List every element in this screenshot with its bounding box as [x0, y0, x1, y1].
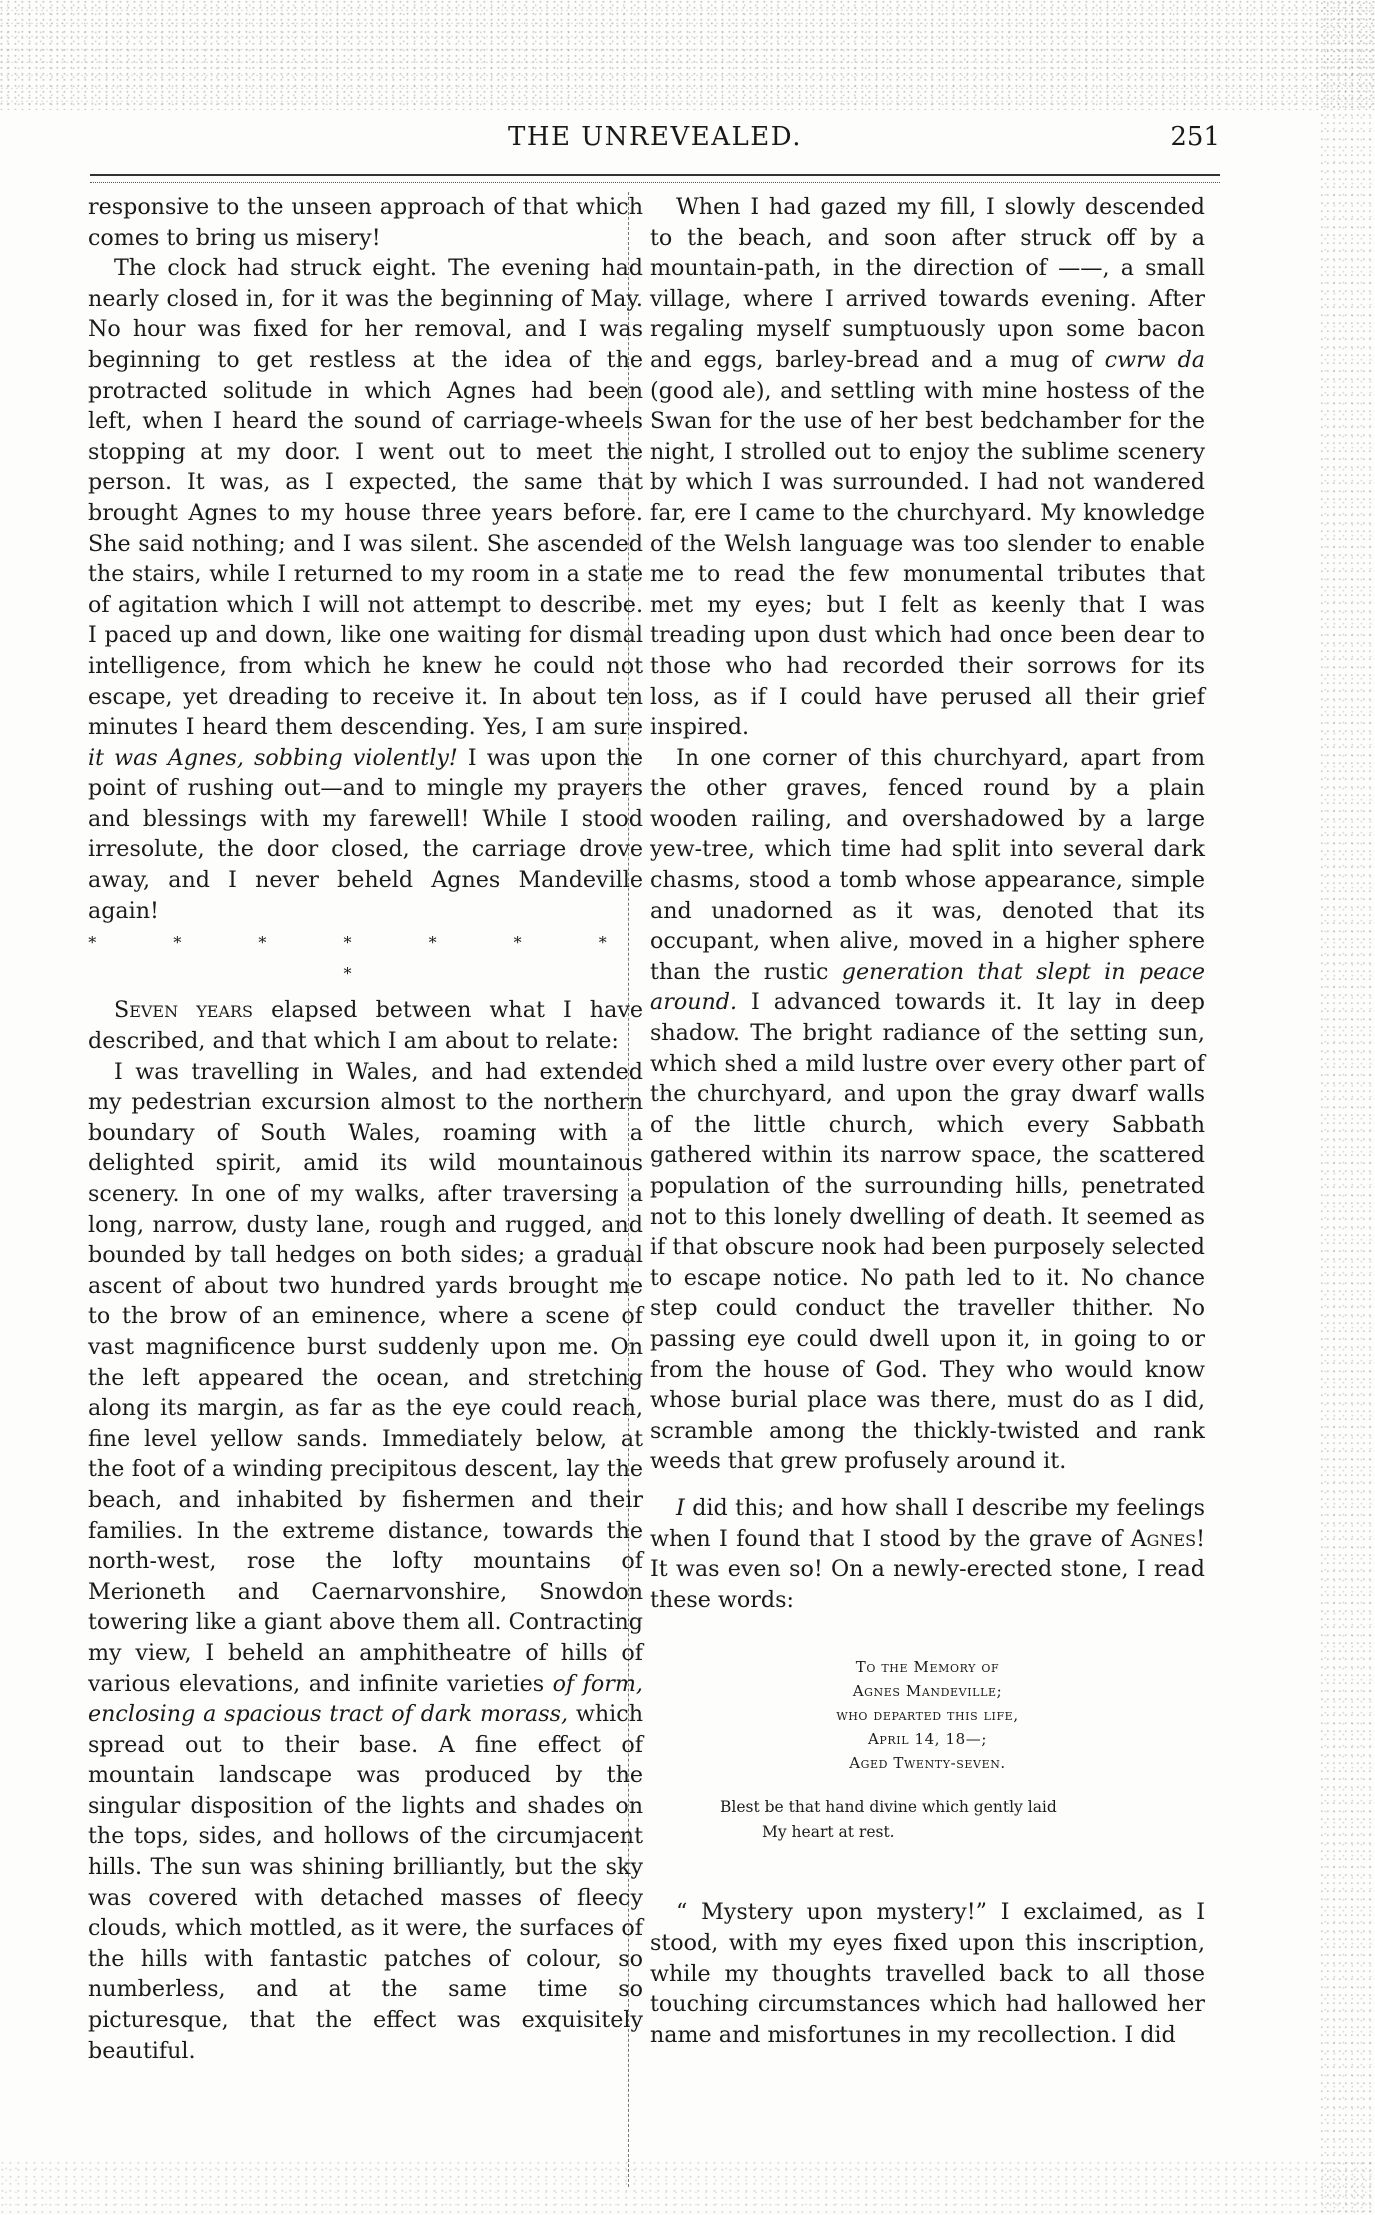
paragraph	[650, 192, 1205, 743]
paragraph-text: I advanced towards it. It lay in deep shadow. The bright radiance of the setting sun, which shed a mild lustre over every other part of the churchyard, and upon the gray dwarf walls of the little church, which every Sabbath gathered within its narrow space, the scattered population of the surrounding hills, penetrated not to this lonely dwelling of death. It seemed as if that obscure nook had been purposely selected to escape notice. No path led to it. No chance step could conduct the traveller thither. No passing eye could dwell upon it, in going to or from the house of God. They who would know whose burial place was there, must do as I did, scramble among the thickly-twisted and rank weeds that grew profusely around it.	[650, 989, 1205, 1475]
paragraph	[88, 1057, 643, 2067]
paragraph-text: I was travelling in Wales, and had extended my pedestrian excursion almost to the northern boundary of South Wales, roaming with a delighted spirit, amid its wild mountainous scenery. In one of my walks, after traversing a long, narrow, dusty lane, rough and rugged, and bounded by tall hedges on both sides; a gradual ascent of about two hundred yards brought me to the brow of an eminence, where a scene of vast magnificence burst suddenly upon me. On the left appeared the ocean, and stretching along its margin, as far as the eye could reach, fine level yellow sands. Immediately below, at the foot of a winding precipitous descent, lay the beach, and inhabited by fishermen and their families. In the extreme distance, towards the north-west, rose the lofty mountains of Merioneth and Caernarvonshire, Snowdon towering like a giant above them all. Contracting my view, I beheld an amphitheatre of hills of various elevations, and infinite varieties	[88, 1058, 643, 1697]
paragraph-text: elapsed between what I have described, and that which I am about to relate:	[88, 997, 643, 1055]
paragraph-text: I was upon the point of rushing out—and to mingle my prayers and blessings with my farewell! While I stood irresolute, the door closed, the carriage drove away, and I never beheld Agnes Mandeville again!	[88, 744, 643, 924]
paragraph	[88, 995, 643, 1056]
paragraph	[650, 1493, 1205, 1615]
italic-text: generation that slept in peace around.	[650, 958, 1205, 1016]
paragraph: responsive to the unseen approach of that which comes to bring us misery!	[88, 194, 643, 251]
epitaph-line: who departed this life,	[836, 1706, 1019, 1725]
page-header	[90, 118, 1220, 158]
epitaph-inscription	[650, 1655, 1205, 1775]
verse-line: Blest be that hand divine which gently laid	[720, 1798, 1057, 1817]
paragraph-text: In one corner of this churchyard, apart from the other graves, fenced round by a plain wooden railing, and overshadowed by a large yew-tree, which time had split into several dark chasms, stood a tomb whose appearance, simple and unadorned as it was, denoted that its occupant, when alive, moved in a higher sphere than the rustic	[650, 744, 1205, 985]
scan-noise-right	[1320, 0, 1375, 2215]
italic-text: of form, enclosing a spacious tract of dark morass,	[88, 1670, 643, 1728]
paragraph	[88, 253, 643, 926]
paragraph-text: which spread out to their base. A fine effect of mountain landscape was produced by the singular disposition of the lights and shades on the tops, sides, and hollows of the circumjacent hills. The sun was shining brilliantly, but the sky was covered with detached masses of fleecy clouds, which mottled, as it were, the surfaces of the hills with fantastic patches of colour, so numberless, and at the same time so picturesque, that the effect was exquisitely beautiful.	[88, 1701, 643, 2064]
paragraph: “ Mystery upon mystery!” I exclaimed, as I stood, with my eyes fixed upon this inscription, while my thoughts travelled back to all those touching circumstances which had hallowed her name and misfortunes in my recollection. I did	[650, 1899, 1205, 2048]
epitaph-line: Aged Twenty-seven.	[849, 1754, 1006, 1773]
left-column	[88, 192, 643, 2066]
epitaph-verse	[720, 1795, 1205, 1845]
header-rule	[90, 174, 1220, 183]
right-column	[650, 192, 1205, 2050]
page-number: 251	[1170, 122, 1220, 152]
scan-noise-top	[0, 0, 1375, 110]
scan-noise-bottom	[0, 2160, 1375, 2215]
paragraph-text: (good ale), and settling with mine hostess of the Swan for the use of her best bedchamber for the night, I strolled out to enjoy the sublime scenery by which I was surrounded. I had not wandered far, ere I came to the churchyard. My knowledge of the Welsh language was too slender to enable me to read the few monumental tributes that met my eyes; but I felt as keenly that I was treading upon dust which had once been dear to those who had recorded their sorrows for its loss, as if I could have perused all their grief inspired.	[650, 377, 1205, 741]
section-break-stars: * * * * * * * *	[88, 933, 643, 983]
paragraph	[650, 743, 1205, 1477]
epitaph-line: Agnes Mandeville;	[852, 1682, 1003, 1701]
paragraph-text: When I had gazed my fill, I slowly descended to the beach, and soon after struck off by a mountain-path, in the direction of ——, a small village, where I arrived towards evening. After regaling myself sumptuously upon some bacon and eggs, barley-bread and a mug of	[650, 194, 1205, 373]
running-title: THE UNREVEALED.	[508, 122, 802, 152]
paragraph-text: The clock had struck eight. The evening had nearly closed in, for it was the beginning of May. No hour was fixed for her removal, and I was beginning to get restless at the idea of the protracted solitude in which Agnes had been left, when I heard the sound of carriage-wheels stopping at my door. I went out to meet the person. It was, as I expected, the same that brought Agnes to my house three years before. She said nothing; and I was silent. She ascended the stairs, while I returned to my room in a state of agitation which I will not attempt to describe. I paced up and down, like one waiting for dismal intelligence, from which he knew he could not escape, yet dreading to receive it. In about ten minutes I heard them descending. Yes, I am sure	[88, 255, 643, 741]
paragraph-text: did this; and how shall I describe my feelings when I found that I stood by the grave of	[650, 1494, 1205, 1552]
italic-text: it was Agnes, sobbing violently!	[88, 744, 458, 771]
italic-text: I	[676, 1494, 685, 1521]
epitaph-line: April 14, 18—;	[867, 1730, 988, 1749]
paragraph-text: ! It was even so! On a newly-erected stone, I read these words:	[650, 1525, 1205, 1613]
epitaph-line: To the Memory of	[855, 1658, 1000, 1677]
verse-line: My heart at rest.	[762, 1823, 895, 1842]
italic-text: cwrw da	[1104, 346, 1205, 373]
smallcaps-text: Agnes	[1130, 1525, 1197, 1552]
smallcaps-text: Seven years	[114, 997, 254, 1024]
